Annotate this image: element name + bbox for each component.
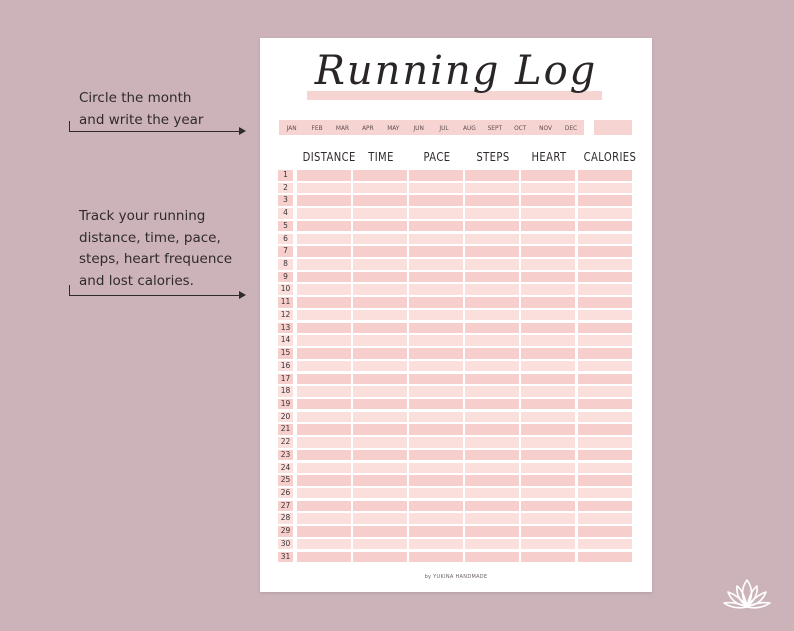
log-cell-calories[interactable] [578, 539, 632, 550]
log-cell-calories[interactable] [578, 348, 632, 359]
log-cell-pace[interactable] [409, 272, 463, 283]
month-label[interactable]: FEB [311, 123, 323, 132]
log-cell-pace[interactable] [409, 501, 463, 512]
table-row [278, 538, 634, 551]
log-cell-pace[interactable] [409, 323, 463, 334]
log-cell-pace[interactable] [409, 424, 463, 435]
log-cell-pace[interactable] [409, 437, 463, 448]
log-cell-time[interactable] [353, 463, 407, 474]
log-cell-calories[interactable] [578, 552, 632, 563]
month-label[interactable]: JUN [413, 123, 424, 132]
month-label[interactable]: SEPT [487, 123, 503, 132]
table-row [278, 398, 634, 411]
log-cell-time[interactable] [353, 424, 407, 435]
log-cell-steps[interactable] [465, 272, 519, 283]
log-cell-calories[interactable] [578, 450, 632, 461]
month-label[interactable]: DEC [564, 123, 578, 132]
log-cell-time[interactable] [353, 412, 407, 423]
table-row [278, 322, 634, 335]
log-cell-time[interactable] [353, 513, 407, 524]
log-cell-time[interactable] [353, 259, 407, 270]
log-cell-time[interactable] [353, 399, 407, 410]
log-cell-pace[interactable] [409, 412, 463, 423]
log-cell-heart[interactable] [521, 348, 575, 359]
log-cell-steps[interactable] [465, 386, 519, 397]
column-header-heart: HEART [531, 149, 567, 164]
log-cell-pace[interactable] [409, 361, 463, 372]
arrow-tick [69, 285, 70, 295]
day-number: 19 [278, 399, 293, 410]
log-cell-calories[interactable] [578, 488, 632, 499]
day-number: 27 [278, 501, 293, 512]
log-cell-heart[interactable] [521, 221, 575, 232]
table-row [278, 233, 634, 246]
log-cell-distance[interactable] [297, 348, 351, 359]
table-row [278, 462, 634, 475]
log-cell-pace[interactable] [409, 513, 463, 524]
log-cell-calories[interactable] [578, 272, 632, 283]
log-cell-heart[interactable] [521, 412, 575, 423]
log-cell-distance[interactable] [297, 335, 351, 346]
arrow-right-icon [239, 291, 246, 299]
log-cell-steps[interactable] [465, 361, 519, 372]
log-cell-steps[interactable] [465, 475, 519, 486]
log-cell-distance[interactable] [297, 221, 351, 232]
log-cell-steps[interactable] [465, 450, 519, 461]
log-cell-distance[interactable] [297, 183, 351, 194]
log-cell-calories[interactable] [578, 323, 632, 334]
log-cell-heart[interactable] [521, 488, 575, 499]
day-number: 30 [278, 539, 293, 550]
log-cell-steps[interactable] [465, 170, 519, 181]
log-cell-time[interactable] [353, 170, 407, 181]
day-number: 23 [278, 450, 293, 461]
day-number: 13 [278, 323, 293, 334]
log-cell-distance[interactable] [297, 170, 351, 181]
day-number: 15 [278, 348, 293, 359]
day-number: 31 [278, 552, 293, 563]
month-strip [279, 120, 584, 135]
log-cell-steps[interactable] [465, 246, 519, 257]
running-log-sheet [260, 38, 652, 592]
day-number: 25 [278, 475, 293, 486]
day-number: 17 [278, 374, 293, 385]
log-cell-time[interactable] [353, 335, 407, 346]
log-cell-distance[interactable] [297, 374, 351, 385]
log-cell-time[interactable] [353, 526, 407, 537]
log-cell-distance[interactable] [297, 513, 351, 524]
table-row [278, 373, 634, 386]
log-cell-heart[interactable] [521, 539, 575, 550]
log-cell-steps[interactable] [465, 183, 519, 194]
log-cell-distance[interactable] [297, 424, 351, 435]
day-number: 26 [278, 488, 293, 499]
table-row [278, 449, 634, 462]
day-number: 9 [278, 272, 293, 283]
log-cell-calories[interactable] [578, 246, 632, 257]
log-cell-steps[interactable] [465, 374, 519, 385]
log-cell-heart[interactable] [521, 437, 575, 448]
log-cell-heart[interactable] [521, 513, 575, 524]
log-cell-calories[interactable] [578, 208, 632, 219]
day-number: 3 [278, 195, 293, 206]
table-row [278, 360, 634, 373]
day-number: 14 [278, 335, 293, 346]
table-row [278, 296, 634, 309]
log-cell-calories[interactable] [578, 221, 632, 232]
log-cell-steps[interactable] [465, 399, 519, 410]
table-row [278, 474, 634, 487]
log-cell-time[interactable] [353, 437, 407, 448]
log-cell-calories[interactable] [578, 374, 632, 385]
log-cell-time[interactable] [353, 475, 407, 486]
log-cell-pace[interactable] [409, 284, 463, 295]
arrow-right-icon [239, 127, 246, 135]
arrow-line [69, 295, 239, 296]
log-cell-distance[interactable] [297, 463, 351, 474]
log-cell-heart[interactable] [521, 501, 575, 512]
table-row [278, 551, 634, 564]
arrow-tick [69, 121, 70, 131]
log-cell-distance[interactable] [297, 386, 351, 397]
log-cell-time[interactable] [353, 195, 407, 206]
log-cell-distance[interactable] [297, 208, 351, 219]
day-number: 10 [278, 284, 293, 295]
log-cell-heart[interactable] [521, 170, 575, 181]
log-cell-time[interactable] [353, 297, 407, 308]
log-cell-calories[interactable] [578, 475, 632, 486]
table-row [278, 309, 634, 322]
callout-line: steps, heart frequence [79, 251, 233, 267]
log-cell-steps[interactable] [465, 259, 519, 270]
log-cell-calories[interactable] [578, 399, 632, 410]
log-cell-distance[interactable] [297, 323, 351, 334]
day-number: 22 [278, 437, 293, 448]
day-number: 11 [278, 297, 293, 308]
log-cell-calories[interactable] [578, 437, 632, 448]
log-cell-steps[interactable] [465, 234, 519, 245]
log-cell-steps[interactable] [465, 412, 519, 423]
log-cell-calories[interactable] [578, 284, 632, 295]
log-cell-heart[interactable] [521, 361, 575, 372]
log-cell-time[interactable] [353, 323, 407, 334]
log-cell-time[interactable] [353, 374, 407, 385]
log-cell-pace[interactable] [409, 526, 463, 537]
log-cell-heart[interactable] [521, 552, 575, 563]
log-cell-heart[interactable] [521, 399, 575, 410]
log-cell-heart[interactable] [521, 526, 575, 537]
log-cell-calories[interactable] [578, 501, 632, 512]
day-number: 28 [278, 513, 293, 524]
day-number: 21 [278, 424, 293, 435]
log-cell-time[interactable] [353, 272, 407, 283]
day-number: 6 [278, 234, 293, 245]
log-cell-heart[interactable] [521, 475, 575, 486]
log-cell-steps[interactable] [465, 323, 519, 334]
month-label[interactable]: MAY [387, 123, 400, 132]
log-cell-pace[interactable] [409, 539, 463, 550]
day-number: 8 [278, 259, 293, 270]
log-cell-steps[interactable] [465, 335, 519, 346]
callout-line: distance, time, pace, [79, 229, 221, 246]
log-cell-heart[interactable] [521, 335, 575, 346]
day-number: 16 [278, 361, 293, 372]
log-cell-steps[interactable] [465, 310, 519, 321]
log-cell-heart[interactable] [521, 272, 575, 283]
log-cell-time[interactable] [353, 361, 407, 372]
log-cell-time[interactable] [353, 234, 407, 245]
log-cell-pace[interactable] [409, 475, 463, 486]
log-cell-time[interactable] [353, 310, 407, 321]
day-number: 1 [278, 170, 293, 181]
log-cell-calories[interactable] [578, 386, 632, 397]
table-row [278, 283, 634, 296]
day-number: 7 [278, 246, 293, 257]
log-cell-pace[interactable] [409, 310, 463, 321]
lotus-icon [722, 576, 772, 612]
log-cell-distance[interactable] [297, 501, 351, 512]
log-cell-time[interactable] [353, 539, 407, 550]
log-cell-calories[interactable] [578, 183, 632, 194]
log-cell-calories[interactable] [578, 361, 632, 372]
column-header-steps: STEPS [476, 149, 510, 164]
log-cell-calories[interactable] [578, 335, 632, 346]
log-cell-time[interactable] [353, 386, 407, 397]
month-label[interactable]: AUG [463, 123, 476, 132]
log-cell-steps[interactable] [465, 195, 519, 206]
log-cell-calories[interactable] [578, 526, 632, 537]
day-number: 4 [278, 208, 293, 219]
log-cell-calories[interactable] [578, 195, 632, 206]
log-cell-pace[interactable] [409, 183, 463, 194]
log-cell-calories[interactable] [578, 234, 632, 245]
log-cell-heart[interactable] [521, 246, 575, 257]
log-table [278, 169, 634, 563]
log-cell-calories[interactable] [578, 310, 632, 321]
log-cell-pace[interactable] [409, 374, 463, 385]
log-cell-calories[interactable] [578, 259, 632, 270]
day-number: 18 [278, 386, 293, 397]
log-cell-distance[interactable] [297, 475, 351, 486]
log-cell-time[interactable] [353, 246, 407, 257]
log-cell-steps[interactable] [465, 513, 519, 524]
log-cell-steps[interactable] [465, 297, 519, 308]
table-row [278, 271, 634, 284]
table-row [278, 411, 634, 424]
log-cell-steps[interactable] [465, 539, 519, 550]
log-cell-time[interactable] [353, 450, 407, 461]
log-cell-steps[interactable] [465, 437, 519, 448]
log-cell-pace[interactable] [409, 399, 463, 410]
log-cell-pace[interactable] [409, 246, 463, 257]
log-cell-distance[interactable] [297, 526, 351, 537]
day-number: 5 [278, 221, 293, 232]
log-cell-time[interactable] [353, 552, 407, 563]
log-cell-heart[interactable] [521, 259, 575, 270]
log-cell-distance[interactable] [297, 437, 351, 448]
table-row [278, 512, 634, 525]
log-cell-distance[interactable] [297, 284, 351, 295]
month-label[interactable]: APR [362, 123, 374, 132]
arrow-line [69, 131, 239, 132]
log-cell-steps[interactable] [465, 221, 519, 232]
log-cell-heart[interactable] [521, 323, 575, 334]
log-cell-calories[interactable] [578, 424, 632, 435]
log-cell-distance[interactable] [297, 539, 351, 550]
day-number: 24 [278, 463, 293, 474]
log-cell-calories[interactable] [578, 412, 632, 423]
table-row [278, 182, 634, 195]
table-row [278, 194, 634, 207]
callout-tracking [79, 206, 232, 292]
log-cell-time[interactable] [353, 501, 407, 512]
log-cell-heart[interactable] [521, 386, 575, 397]
log-cell-pace[interactable] [409, 335, 463, 346]
column-header-calories: CALORIES [583, 149, 637, 164]
log-cell-pace[interactable] [409, 259, 463, 270]
log-cell-pace[interactable] [409, 170, 463, 181]
month-label[interactable]: JUL [439, 123, 449, 132]
day-number: 2 [278, 183, 293, 194]
log-cell-distance[interactable] [297, 310, 351, 321]
log-cell-distance[interactable] [297, 450, 351, 461]
log-cell-time[interactable] [353, 488, 407, 499]
log-cell-distance[interactable] [297, 399, 351, 410]
log-cell-time[interactable] [353, 284, 407, 295]
log-cell-pace[interactable] [409, 386, 463, 397]
log-cell-pace[interactable] [409, 348, 463, 359]
callout-line: Circle the month [79, 90, 192, 106]
log-cell-calories[interactable] [578, 297, 632, 308]
log-cell-time[interactable] [353, 208, 407, 219]
log-cell-heart[interactable] [521, 450, 575, 461]
callout-line: and write the year [79, 111, 204, 128]
table-row [278, 258, 634, 271]
log-cell-steps[interactable] [465, 526, 519, 537]
log-cell-heart[interactable] [521, 297, 575, 308]
sheet-title: Running Log [314, 48, 598, 94]
table-row [278, 500, 634, 513]
log-cell-steps[interactable] [465, 488, 519, 499]
log-cell-heart[interactable] [521, 183, 575, 194]
log-cell-distance[interactable] [297, 488, 351, 499]
day-number: 29 [278, 526, 293, 537]
log-cell-distance[interactable] [297, 361, 351, 372]
log-cell-pace[interactable] [409, 488, 463, 499]
table-row [278, 207, 634, 220]
log-cell-pace[interactable] [409, 297, 463, 308]
log-cell-heart[interactable] [521, 208, 575, 219]
month-label[interactable]: NOV [539, 123, 553, 132]
month-label[interactable]: JAN [286, 123, 297, 132]
log-cell-pace[interactable] [409, 450, 463, 461]
log-cell-distance[interactable] [297, 412, 351, 423]
log-cell-heart[interactable] [521, 234, 575, 245]
log-cell-heart[interactable] [521, 195, 575, 206]
column-header-time: TIME [368, 149, 394, 164]
log-cell-calories[interactable] [578, 170, 632, 181]
year-field[interactable] [594, 120, 632, 135]
table-row [278, 487, 634, 500]
log-cell-calories[interactable] [578, 463, 632, 474]
table-row [278, 334, 634, 347]
log-cell-pace[interactable] [409, 463, 463, 474]
table-row [278, 245, 634, 258]
log-cell-distance[interactable] [297, 259, 351, 270]
column-headers [297, 149, 637, 169]
log-cell-distance[interactable] [297, 297, 351, 308]
log-cell-distance[interactable] [297, 246, 351, 257]
log-cell-time[interactable] [353, 348, 407, 359]
log-cell-time[interactable] [353, 183, 407, 194]
log-cell-distance[interactable] [297, 195, 351, 206]
footer-credit: by YUKINA HANDMADE [424, 574, 488, 580]
log-cell-pace[interactable] [409, 221, 463, 232]
log-cell-pace[interactable] [409, 195, 463, 206]
table-row [278, 423, 634, 436]
table-row [278, 169, 634, 182]
log-cell-distance[interactable] [297, 234, 351, 245]
log-cell-heart[interactable] [521, 463, 575, 474]
log-cell-pace[interactable] [409, 234, 463, 245]
day-number: 20 [278, 412, 293, 423]
table-row [278, 347, 634, 360]
column-header-distance: DISTANCE [302, 149, 356, 164]
callout-month-year [79, 88, 204, 131]
table-row [278, 220, 634, 233]
month-label[interactable]: OCT [514, 123, 527, 132]
log-cell-time[interactable] [353, 221, 407, 232]
log-cell-steps[interactable] [465, 424, 519, 435]
log-cell-steps[interactable] [465, 284, 519, 295]
callout-line: and lost calories. [79, 272, 194, 289]
month-label[interactable]: MAR [335, 123, 350, 132]
table-row [278, 525, 634, 538]
log-cell-heart[interactable] [521, 374, 575, 385]
log-cell-distance[interactable] [297, 272, 351, 283]
log-cell-heart[interactable] [521, 424, 575, 435]
column-header-pace: PACE [423, 149, 451, 164]
table-row [278, 385, 634, 398]
log-cell-calories[interactable] [578, 513, 632, 524]
log-cell-heart[interactable] [521, 284, 575, 295]
log-cell-steps[interactable] [465, 552, 519, 563]
table-row [278, 436, 634, 449]
log-cell-steps[interactable] [465, 208, 519, 219]
log-cell-distance[interactable] [297, 552, 351, 563]
log-cell-steps[interactable] [465, 501, 519, 512]
callout-line: Track your running [79, 208, 206, 224]
log-cell-steps[interactable] [465, 463, 519, 474]
log-cell-heart[interactable] [521, 310, 575, 321]
log-cell-pace[interactable] [409, 208, 463, 219]
log-cell-pace[interactable] [409, 552, 463, 563]
log-cell-steps[interactable] [465, 348, 519, 359]
day-number: 12 [278, 310, 293, 321]
